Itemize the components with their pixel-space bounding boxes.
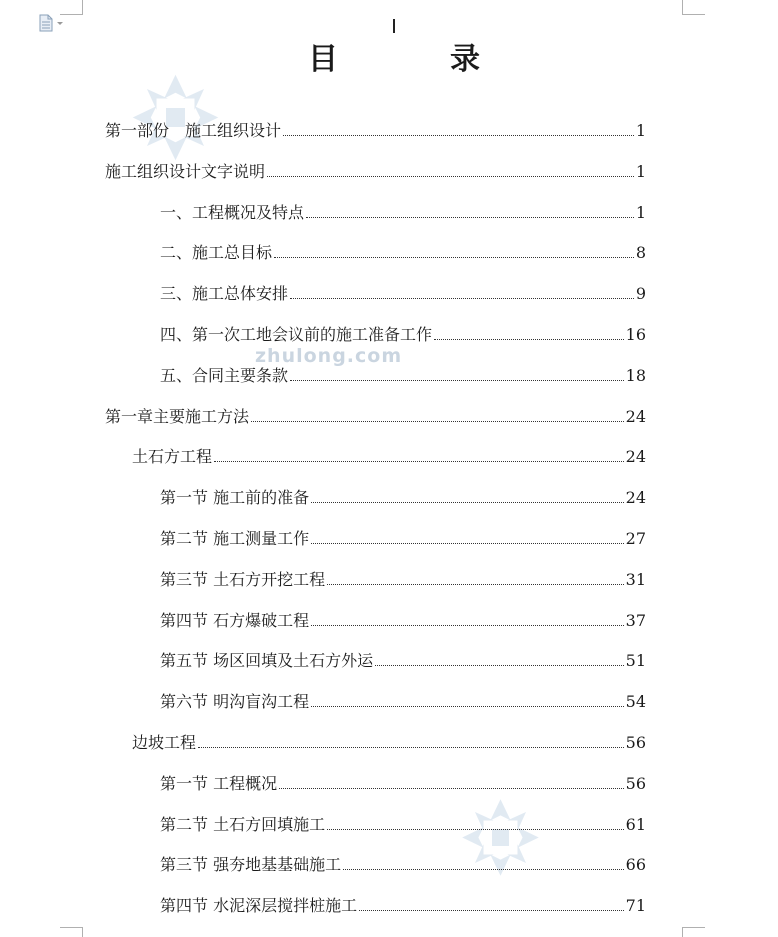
toc-entry[interactable] [160,852,646,878]
toc-page-number: 54 [625,692,646,712]
toc-entry-label: 第一部份 施工组织设计 [105,121,282,140]
toc-entry-label: 第三节 强夯地基基础施工 [160,855,342,875]
toc-entry[interactable] [132,444,646,470]
toc-entry[interactable] [132,730,646,756]
toc-entry[interactable] [105,404,646,430]
toc-dot-leader [274,245,634,258]
toc-dot-leader [198,735,624,748]
toc-entry[interactable] [160,281,646,307]
toc-dot-leader [375,653,624,666]
toc-dot-leader [290,286,634,299]
toc-entry[interactable] [160,812,646,838]
title-char: 录 [450,42,480,77]
toc-page-number: 1 [635,121,646,140]
toc-page-number: 8 [635,243,646,263]
toc-page-number: 56 [625,773,646,793]
toc-entry-label: 第四节 石方爆破工程 [160,610,310,630]
toc-page-number: 61 [625,814,646,834]
toc-dot-leader [214,449,624,462]
toc-dot-leader [327,572,624,585]
toc-entry-label: 第二节 土石方回填施工 [160,814,326,834]
toc-dot-leader [251,409,624,422]
toc-dot-leader [279,776,624,789]
toc-entry-label: 二、施工总目标 [160,243,273,263]
toc-entry-label: 第一节 工程概况 [160,773,278,793]
toc-entry[interactable] [160,567,646,593]
toc-page-number: 71 [625,896,646,916]
toc-page-number: 24 [625,488,646,508]
toc-dot-leader [290,368,624,381]
toc-page-number: 56 [625,733,646,752]
toc-entry[interactable] [160,771,646,797]
page-corner-mark [682,0,705,15]
title-char: 目 [308,42,338,77]
toc-page-number: 1 [635,202,646,222]
toc-entry[interactable] [160,485,646,511]
toc-dot-leader [311,694,624,707]
toc-entry-label: 一、工程概况及特点 [160,202,305,222]
toc-entry[interactable] [160,322,646,348]
toc-entry-label: 第三节 土石方开挖工程 [160,569,326,589]
toc-entry-label: 第四节 水泥深层搅拌桩施工 [160,896,358,916]
toc-dot-leader [311,490,624,503]
toc-dot-leader [434,327,624,340]
toc-entry[interactable] [160,526,646,552]
toc-dot-leader [306,205,634,218]
toc-page-number: 24 [625,447,646,467]
toc-page-number: 9 [635,284,646,304]
toc-entry-label: 施工组织设计文字说明 [105,161,266,181]
toc-entry[interactable] [160,200,646,226]
toc-dot-leader [283,123,634,136]
toc-page-number: 37 [625,610,646,630]
toc-page-number: 31 [625,569,646,589]
toc-page-number: 27 [625,529,646,548]
toc-dot-leader [359,898,624,911]
toc-entry-label: 四、第一次工地会议前的施工准备工作 [160,325,433,344]
toc-dot-leader [327,817,624,830]
text-cursor [393,19,395,33]
toc-page-number: 24 [625,406,646,426]
watermark-text: zhulong.com [255,345,403,367]
toc-entry[interactable] [105,118,646,144]
document-icon[interactable] [38,14,66,32]
toc-entry-label: 第五节 场区回填及土石方外运 [160,651,374,671]
toc-page-number: 16 [625,325,646,344]
toc-entry-label: 第二节 施工测量工作 [160,529,310,548]
toc-dot-leader [267,164,634,177]
toc-page-number: 51 [625,651,646,671]
toc-entry-label: 第一章主要施工方法 [105,406,250,426]
toc-entry-label: 第六节 明沟盲沟工程 [160,692,310,712]
toc-entry-label: 土石方工程 [132,447,213,467]
toc-dot-leader [311,613,624,626]
toc-page-number: 18 [625,365,646,385]
toc-entry[interactable] [160,648,646,674]
toc-entry[interactable] [160,893,646,919]
toc-entry[interactable] [105,159,646,185]
toc-page-number: 66 [625,855,646,875]
toc-dot-leader [343,857,624,870]
toc-entry-label: 三、施工总体安排 [160,284,289,304]
toc-entry-label: 第一节 施工前的准备 [160,488,310,508]
toc-entry-label: 边坡工程 [132,733,197,752]
toc-entry[interactable] [160,240,646,266]
toc-entry[interactable] [160,689,646,715]
toc-entry[interactable] [160,363,646,389]
page-title [0,34,778,76]
toc-dot-leader [311,531,624,544]
page-corner-mark [60,0,83,15]
toc-entry[interactable] [160,608,646,634]
toc-page-number: 1 [635,161,646,181]
toc-entry-label: 五、合同主要条款 [160,365,289,385]
